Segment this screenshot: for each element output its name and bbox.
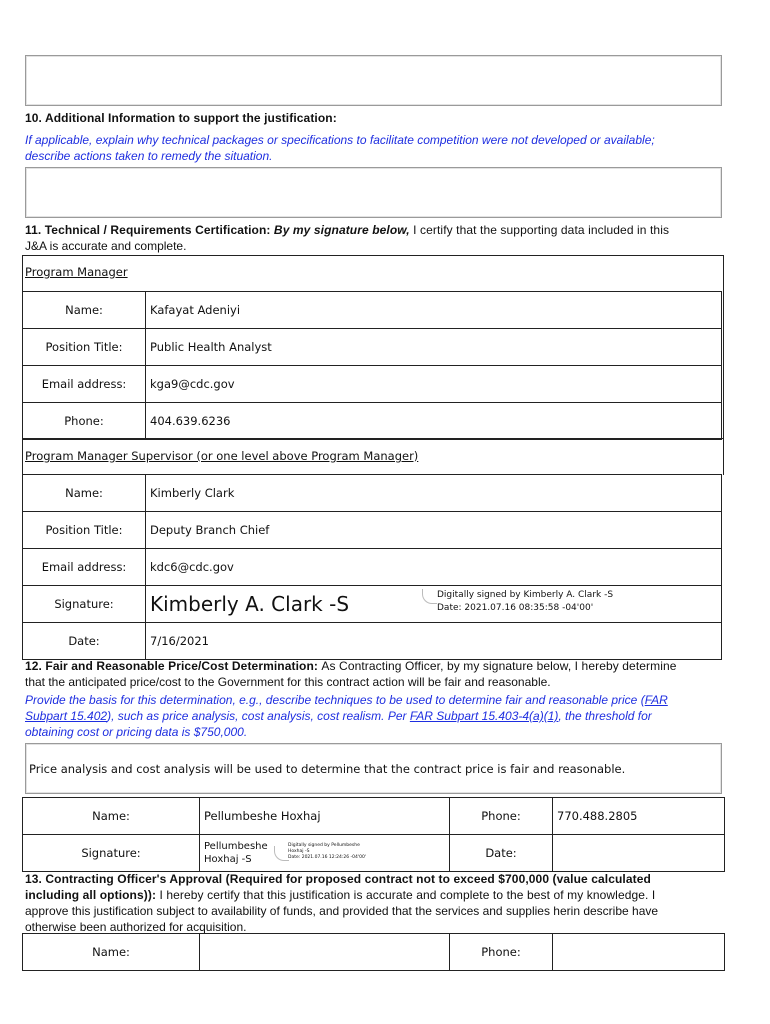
section12-instruction-text2: ), such as price analysis, cost analysis, cost realism. Per	[107, 709, 410, 723]
pm-name-value[interactable]: Kafayat Adeniyi	[146, 292, 722, 329]
section12-heading-rest: As Contracting Officer, by my signature below, I hereby determine	[321, 659, 677, 673]
co-signature-line2: Hoxhaj -S	[204, 854, 252, 865]
approval-table	[22, 933, 725, 971]
section12-response-text: Price analysis and cost analysis will be used to determine that the contract price is fair and reasonable.	[29, 762, 626, 776]
table-row	[23, 475, 722, 512]
pm-phone-value[interactable]: 404.639.6236	[146, 403, 722, 440]
approval-name-label: Name:	[23, 934, 200, 971]
pm-phone-label: Phone:	[23, 403, 146, 440]
co-digital-sig-line2: Hoxhaj -S	[288, 849, 310, 854]
co-digital-signature	[288, 843, 366, 861]
co-digital-sig-line1: Digitally signed by Pellumbeshe	[288, 843, 360, 848]
section12-instruction-text1: Provide the basis for this determination, e.g., describe techniques to be used to determine fair and reasonable price (	[25, 693, 645, 707]
section13-heading-line2	[25, 887, 735, 903]
table-row	[23, 835, 725, 872]
sup-signature-label: Signature:	[23, 586, 146, 623]
table-row	[23, 549, 722, 586]
section11-heading-bold: 11. Technical / Requirements Certification:	[25, 223, 271, 237]
section10-instruction-line2: describe actions taken to remedy the situation.	[25, 149, 273, 163]
table-row	[23, 798, 725, 835]
section10-heading: 10. Additional Information to support the justification:	[25, 111, 337, 125]
section10-response-box[interactable]	[25, 167, 722, 218]
co-date-value[interactable]	[553, 835, 725, 872]
table-row	[23, 366, 722, 403]
sup-name-label: Name:	[23, 475, 146, 512]
section12-instruction-line1	[25, 692, 735, 708]
table-row	[23, 623, 722, 660]
section12-heading	[25, 658, 735, 674]
section13-heading-line4: otherwise been authorized for acquisition.	[25, 920, 247, 934]
co-name-value[interactable]: Pellumbeshe Hoxhaj	[200, 798, 450, 835]
section12-heading-bold: 12. Fair and Reasonable Price/Cost Determination:	[25, 659, 318, 673]
sup-position-label: Position Title:	[23, 512, 146, 549]
section12-instruction-line2	[25, 708, 735, 724]
approval-phone-value[interactable]	[553, 934, 725, 971]
sup-position-value[interactable]: Deputy Branch Chief	[146, 512, 722, 549]
section13-heading-line1: 13. Contracting Officer's Approval (Required for proposed contract not to exceed $700,000 (value calculated	[25, 872, 651, 886]
table-row	[23, 329, 722, 366]
sup-date-label: Date:	[23, 623, 146, 660]
co-phone-value[interactable]: 770.488.2805	[553, 798, 725, 835]
section11-heading-bold-italic: By my signature below,	[273, 223, 410, 237]
pm-name-label: Name:	[23, 292, 146, 329]
co-signature-label: Signature:	[23, 835, 200, 872]
program-manager-label: Program Manager	[25, 265, 128, 279]
approval-name-value[interactable]	[200, 934, 450, 971]
section13-heading-line3: approve this justification subject to availability of funds, and provided that the services and supplies herin describe have	[25, 904, 659, 918]
section13-heading-bold2: including all options)):	[25, 888, 157, 902]
sup-email-value[interactable]: kdc6@cdc.gov	[146, 549, 722, 586]
sup-signature-name: Kimberly A. Clark -S	[150, 592, 350, 616]
co-name-label: Name:	[23, 798, 200, 835]
table-row	[23, 934, 725, 971]
co-digital-sig-line3: Date: 2021.07.16 12:24:26 -04'00'	[288, 855, 367, 860]
pm-email-value[interactable]: kga9@cdc.gov	[146, 366, 722, 403]
sup-email-label: Email address:	[23, 549, 146, 586]
signature-check-icon	[422, 589, 437, 604]
co-signature-field[interactable]	[200, 835, 450, 872]
section11-heading-rest: I certify that the supporting data included in this	[413, 223, 670, 237]
sup-digital-sig-line1: Digitally signed by Kimberly A. Clark -S	[437, 590, 614, 600]
section9-response-box[interactable]	[25, 55, 722, 106]
section12-heading-line2: that the anticipated price/cost to the Government for this contract action will be fair and reasonable.	[25, 675, 551, 689]
co-signature-line1: Pellumbeshe	[204, 841, 268, 852]
co-date-label: Date:	[450, 835, 553, 872]
signature-check-icon	[274, 846, 289, 861]
table-row	[23, 512, 722, 549]
far-link-part1[interactable]: FAR	[644, 693, 668, 707]
sup-name-value[interactable]: Kimberly Clark	[146, 475, 722, 512]
co-signature-name	[204, 840, 268, 866]
sup-digital-signature	[437, 589, 613, 615]
supervisor-label: Program Manager Supervisor (or one level above Program Manager)	[25, 449, 419, 463]
section10-instruction-line1: If applicable, explain why technical packages or specifications to facilitate competition were not developed or available;	[25, 133, 655, 147]
section13-heading-rest: I hereby certify that this justification is accurate and complete to the best of my knowledge. I	[159, 888, 656, 902]
table-row	[23, 403, 722, 440]
sup-signature-field[interactable]	[146, 586, 722, 623]
far-15403-link[interactable]: FAR Subpart 15.403-4(a)(1)	[409, 709, 559, 723]
far-link-part2[interactable]: Subpart 15.402	[25, 709, 108, 723]
sup-digital-sig-line2: Date: 2021.07.16 08:35:58 -04'00'	[437, 603, 594, 613]
section11-heading	[25, 222, 725, 238]
section12-instruction-text3: , the threshold for	[558, 709, 652, 723]
section11-heading-line2: J&A is accurate and complete.	[25, 239, 187, 253]
table-row	[23, 292, 722, 329]
approval-phone-label: Phone:	[450, 934, 553, 971]
contracting-officer-table	[22, 797, 725, 872]
program-manager-table	[22, 291, 722, 440]
pm-position-label: Position Title:	[23, 329, 146, 366]
section12-response-box[interactable]	[25, 743, 722, 794]
pm-position-value[interactable]: Public Health Analyst	[146, 329, 722, 366]
co-phone-label: Phone:	[450, 798, 553, 835]
supervisor-table	[22, 474, 722, 660]
pm-email-label: Email address:	[23, 366, 146, 403]
table-row	[23, 586, 722, 623]
sup-date-value[interactable]: 7/16/2021	[146, 623, 722, 660]
section12-instruction-line3: obtaining cost or pricing data is $750,000.	[25, 725, 248, 739]
